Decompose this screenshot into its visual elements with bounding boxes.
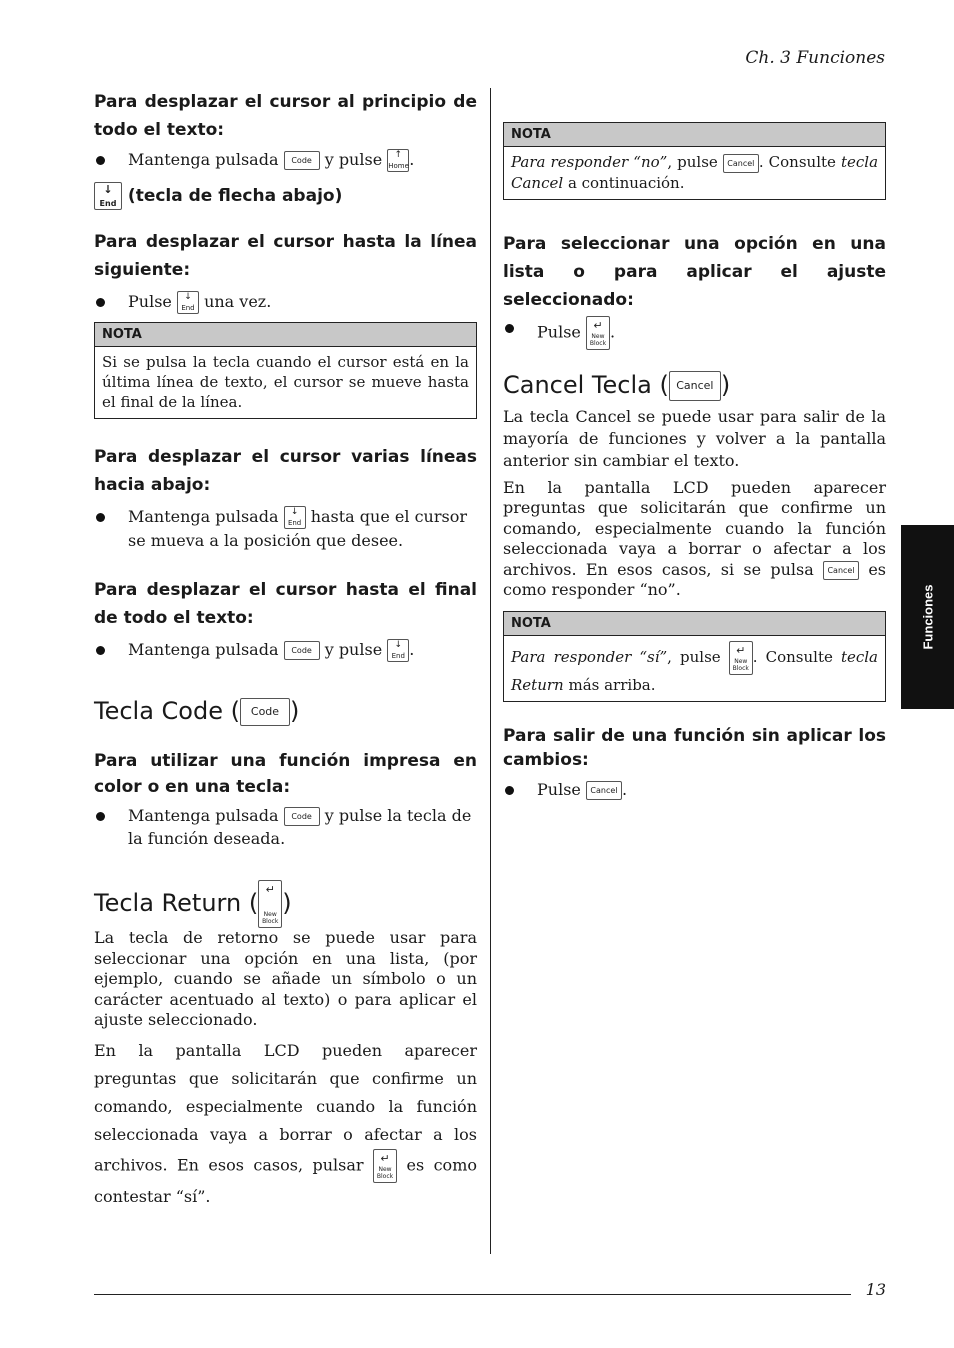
code-key-title: Tecla Code ( Code ) [94,697,300,725]
section-heading: Para utilizar una función impresa en color o en una tecla: [94,751,477,797]
page-number: 13 [865,1280,886,1299]
end-key-icon: ↓ End [387,639,409,662]
note-heading: NOTA [504,612,885,636]
end-key-title: ↓ End (tecla de flecha abajo) [94,182,477,210]
code-key-icon: Code [284,807,320,826]
note-box [503,611,886,702]
home-key-icon: ↑ Home [388,150,409,170]
section-heading: Para salir de una función sin aplicar los cambios: [503,725,886,770]
bullet-icon [96,812,105,821]
note-heading: NOTA [504,123,885,147]
note-body: Para responder “sí”, pulse ↵ New Block . Consulte tecla Return más arriba. [504,636,885,701]
side-tab [901,525,954,709]
section-heading: Para desplazar el cursor varias líneas hacia abajo: [94,447,477,495]
list-item: Pulse ↓ End una vez. [94,290,477,314]
note-body: Si se pulsa la tecla cuando el cursor está en la última línea de texto, el cursor se mueve hasta el final de la línea. [102,353,469,411]
section-heading: Para seleccionar una opción en una lista o para aplicar el ajuste seleccionado: [503,233,886,310]
code-key-icon: Code [240,698,290,726]
list-item: Mantenga pulsada Code y pulse ↓ End . [94,638,477,662]
cancel-key-icon: Cancel [823,561,859,580]
cancel-key-title: Cancel Tecla ( Cancel ) [503,370,731,399]
column-divider [490,88,491,1254]
bullet-icon [96,298,105,307]
end-key-icon: ↓ End [94,182,122,210]
list-item: Mantenga pulsada Code y pulse ↑ Home . [94,148,477,172]
left-column [94,88,477,1211]
paragraph: La tecla de retorno se puede usar para seleccionar una opción en una lista, (por ejemplo, cuando se añade un símbolo o un carácter acentuado al texto) o para aplicar el ajuste seleccionado. [94,928,477,1029]
code-key-icon: Code [284,641,320,660]
right-column [503,122,886,801]
paragraph: En la pantalla LCD pueden aparecer preguntas que solicitarán que confirme un comando, especialmente cuando la función seleccionada vaya a borrar o afectar a los archivos. En esos casos, pulsar ↵ New Block es como contestar “sí”. [94,1040,477,1206]
code-key-icon: Code [284,151,320,170]
note-box [503,122,886,200]
paragraph: La tecla Cancel se puede usar para salir de la mayoría de funciones y volver a la pantalla anterior sin cambiar el texto. [503,406,886,470]
cancel-key-icon: Cancel [586,781,622,800]
list-item: Mantenga pulsada Code y pulse la tecla de la función deseada. [94,804,477,850]
section-heading: Para desplazar el cursor hasta el final de todo el texto: [94,580,477,628]
section-heading: Para desplazar el cursor hasta la línea siguiente: [94,232,477,280]
list-item: Mantenga pulsada ↓ End hasta que el cursor se mueva a la posición que desee. [94,505,477,552]
section-heading: Para desplazar el cursor al principio de todo el texto: [94,92,477,140]
return-key-icon: ↵ New Block [586,316,610,350]
chapter-header: Ch. 3 Funciones [745,48,885,68]
cancel-key-icon: Cancel [669,371,721,401]
note-heading: NOTA [95,323,476,347]
cancel-key-icon: Cancel [723,154,759,173]
return-key-icon: ↵ New Block [373,1149,397,1183]
end-key-icon: ↓ End [284,506,306,529]
return-key-title: Tecla Return ( ↵ New Block ) [94,880,477,928]
bullet-icon [505,324,514,333]
note-box [94,322,477,419]
bullet-icon [96,513,105,522]
paragraph: En la pantalla LCD pueden aparecer preguntas que solicitarán que confirme un comando, especialmente cuando la función seleccionada vaya a borrar o afectar a los archivos. En esos casos, si se pulsa Cancel es como responder “no”. [503,477,886,599]
bullet-icon [96,156,105,165]
list-item: Pulse Cancel . [503,778,886,801]
end-key-icon: ↓ End [177,291,199,314]
list-item: Pulse ↵ New Block . [503,316,886,350]
return-key-icon: ↵ New Block [258,880,282,928]
bullet-icon [505,786,514,795]
return-key-icon: ↵ New Block [729,641,753,675]
footer-rule [94,1294,851,1295]
side-tab-label: Funciones [920,584,935,650]
note-body: Para responder “no”, pulse Cancel . Consulte tecla Cancel a continuación. [511,153,879,192]
bullet-icon [96,646,105,655]
